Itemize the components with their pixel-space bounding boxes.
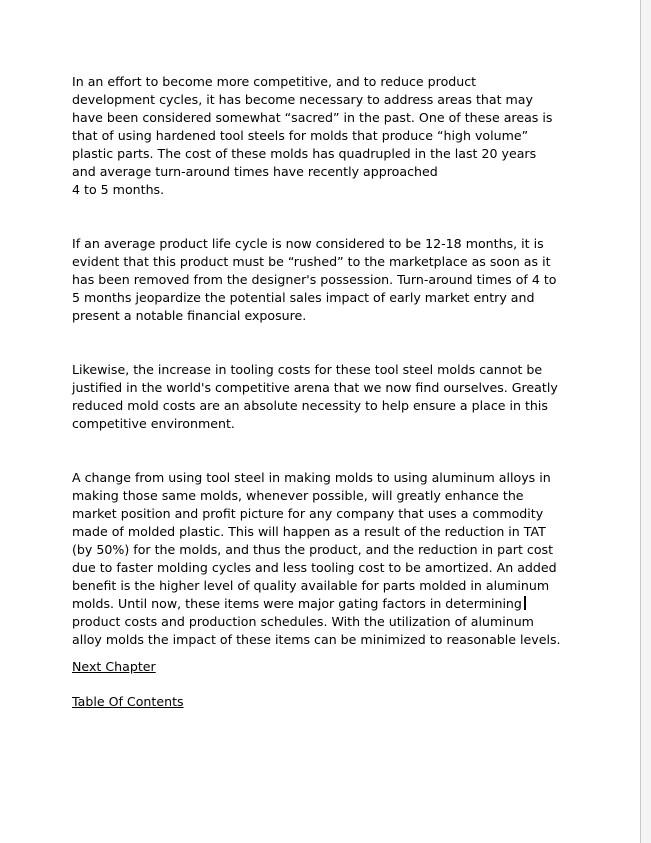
text-line: due to faster molding cycles and less tooling cost to be amortized. An added bbox=[72, 560, 557, 575]
paragraph-spacer bbox=[72, 433, 577, 469]
text-line: molds. Until now, these items were major gating factors in determining bbox=[72, 596, 522, 611]
text-line: making those same molds, whenever possible, will greatly enhance the bbox=[72, 488, 524, 503]
text-line: If an average product life cycle is now considered to be 12-18 months, it is bbox=[72, 236, 544, 251]
text-line: present a notable financial exposure. bbox=[72, 308, 307, 323]
window-right-edge bbox=[641, 0, 651, 843]
text-line: competitive environment. bbox=[72, 416, 235, 431]
text-line: In an effort to become more competitive, and to reduce product bbox=[72, 74, 477, 89]
text-line: justified in the world's competitive arena that we now find ourselves. Greatly bbox=[72, 380, 558, 395]
text-line: has been removed from the designer's possession. Turn-around times of 4 to bbox=[72, 272, 557, 287]
text-line: market position and profit picture for any company that uses a commodity bbox=[72, 506, 544, 521]
paragraph-spacer bbox=[72, 325, 577, 361]
next-chapter-row bbox=[72, 658, 577, 676]
text-line: made of molded plastic. This will happen as a result of the reduction in TAT bbox=[72, 524, 546, 539]
paragraph-2 bbox=[72, 235, 577, 325]
text-line: have been considered somewhat “sacred” in the past. One of these areas is bbox=[72, 110, 553, 125]
text-cursor bbox=[524, 596, 526, 610]
link-spacer bbox=[72, 676, 577, 693]
text-line: that of using hardened tool steels for molds that produce “high volume” bbox=[72, 128, 529, 143]
text-line: 4 to 5 months. bbox=[72, 182, 165, 197]
text-line: reduced mold costs are an absolute necessity to help ensure a place in this bbox=[72, 398, 548, 413]
text-line: development cycles, it has become necessary to address areas that may bbox=[72, 92, 533, 107]
paragraph-4 bbox=[72, 469, 577, 649]
paragraph-spacer bbox=[72, 199, 577, 235]
paragraph-1 bbox=[72, 73, 577, 199]
text-line: product costs and production schedules. With the utilization of aluminum bbox=[72, 614, 534, 629]
table-of-contents-row bbox=[72, 693, 577, 711]
next-chapter-link[interactable]: Next Chapter bbox=[72, 659, 156, 674]
paragraph-spacer bbox=[72, 649, 577, 658]
text-line: and average turn-around times have recently approached bbox=[72, 164, 438, 179]
text-line: A change from using tool steel in making molds to using aluminum alloys in bbox=[72, 470, 551, 485]
table-of-contents-link[interactable]: Table Of Contents bbox=[72, 694, 184, 709]
text-line: benefit is the higher level of quality available for parts molded in aluminum bbox=[72, 578, 550, 593]
text-line: evident that this product must be “rushed” to the marketplace as soon as it bbox=[72, 254, 551, 269]
document-body bbox=[72, 73, 577, 711]
text-line: (by 50%) for the molds, and thus the product, and the reduction in part cost bbox=[72, 542, 554, 557]
text-line: 5 months jeopardize the potential sales impact of early market entry and bbox=[72, 290, 535, 305]
text-line: plastic parts. The cost of these molds has quadrupled in the last 20 years bbox=[72, 146, 537, 161]
text-line: Likewise, the increase in tooling costs for these tool steel molds cannot be bbox=[72, 362, 543, 377]
paragraph-3 bbox=[72, 361, 577, 433]
text-line-with-caret bbox=[72, 595, 577, 613]
text-line: alloy molds the impact of these items can be minimized to reasonable levels. bbox=[72, 632, 561, 647]
